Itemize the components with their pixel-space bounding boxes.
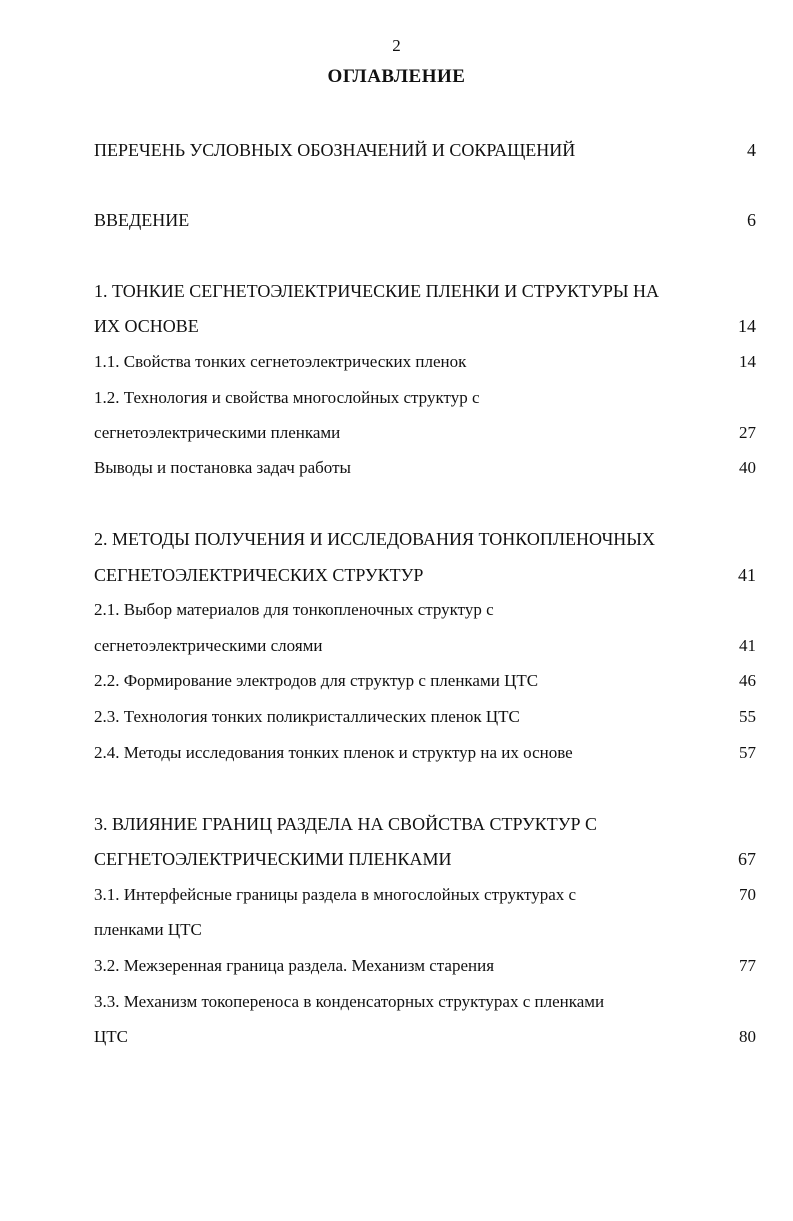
toc-entry-page: 46 <box>739 671 756 690</box>
toc-entry-page: 27 <box>739 423 756 442</box>
toc-entry-introduction <box>94 206 756 234</box>
toc-entry-text: 3.1. Интерфейсные границы раздела в многослойных структурах с <box>94 885 577 904</box>
toc-entry-section-1-1 <box>94 348 756 376</box>
toc-entry-chapter-3-line-2 <box>94 845 756 873</box>
toc-entry-section-3-1-line-1 <box>94 881 756 909</box>
toc-entry-page: 14 <box>738 316 756 336</box>
toc-entry-section-2-1-line-2 <box>94 632 756 660</box>
toc-entry-page: 4 <box>747 140 756 160</box>
toc-entry-text: 2.2. Формирование электродов для структур с пленками ЦТС <box>94 671 539 690</box>
toc-entry-text: 2.1. Выбор материалов для тонкопленочных структур с <box>94 600 494 619</box>
toc-entry-page: 57 <box>739 743 756 762</box>
toc-entry-text: 2. МЕТОДЫ ПОЛУЧЕНИЯ И ИССЛЕДОВАНИЯ ТОНКОПЛЕНОЧНЫХ <box>94 529 655 549</box>
page-number: 2 <box>392 36 401 55</box>
toc-entry-text: 1. ТОНКИЕ СЕГНЕТОЭЛЕКТРИЧЕСКИЕ ПЛЕНКИ И СТРУКТУРЫ НА <box>94 281 660 301</box>
toc-entry-text: СЕГНЕТОЭЛЕКТРИЧЕСКИМИ ПЛЕНКАМИ <box>94 849 452 869</box>
toc-entry-text: ЦТС <box>94 1027 128 1046</box>
toc-entry-page: 41 <box>738 565 756 585</box>
toc-entry-chapter-1-line-2 <box>94 312 756 340</box>
toc-entry-section-2-4 <box>94 739 756 767</box>
toc-entry-section-3-1-line-2 <box>94 916 756 944</box>
toc-entry-chapter-2-line-1 <box>94 525 756 553</box>
toc-entry-abbreviations <box>94 136 756 164</box>
toc-entry-section-2-2 <box>94 667 756 695</box>
toc-entry-section-3-2 <box>94 952 756 980</box>
toc-entry-text: 3.2. Межзеренная граница раздела. Механизм старения <box>94 956 495 975</box>
toc-entry-text: ПЕРЕЧЕНЬ УСЛОВНЫХ ОБОЗНАЧЕНИЙ И СОКРАЩЕНИЙ <box>94 140 576 160</box>
toc-entry-text: Выводы и постановка задач работы <box>94 458 351 477</box>
toc-entry-text: СЕГНЕТОЭЛЕКТРИЧЕСКИХ СТРУКТУР <box>94 565 424 585</box>
toc-entry-page: 80 <box>739 1027 756 1046</box>
toc-entry-page: 14 <box>739 352 756 371</box>
toc-entry-section-3-3-line-1 <box>94 988 756 1016</box>
toc-entry-text: 1.1. Свойства тонких сегнетоэлектрических пленок <box>94 352 467 371</box>
toc-entry-conclusions-1 <box>94 454 756 482</box>
toc-entry-section-2-3 <box>94 703 756 731</box>
toc-entry-page: 6 <box>747 210 756 230</box>
toc-entry-chapter-1-line-1 <box>94 277 756 305</box>
toc-entry-text: 1.2. Технология и свойства многослойных структур с <box>94 388 480 407</box>
toc-entry-page: 40 <box>739 458 756 477</box>
toc-title: ОГЛАВЛЕНИЕ <box>327 66 466 87</box>
toc-entry-text: 2.4. Методы исследования тонких пленок и структур на их основе <box>94 743 573 762</box>
toc-entry-text: пленками ЦТС <box>94 920 202 939</box>
toc-entry-page: 77 <box>739 956 756 975</box>
toc-entry-chapter-2-line-2 <box>94 561 756 589</box>
toc-entry-text: сегнетоэлектрическими слоями <box>94 636 323 655</box>
toc-entry-text: сегнетоэлектрическими пленками <box>94 423 341 442</box>
toc-entry-section-2-1-line-1 <box>94 596 756 624</box>
toc-entry-text: 3. ВЛИЯНИЕ ГРАНИЦ РАЗДЕЛА НА СВОЙСТВА СТРУКТУР С <box>94 814 598 834</box>
toc-entry-page: 70 <box>739 885 756 904</box>
toc-entry-text: 2.3. Технология тонких поликристаллических пленок ЦТС <box>94 707 520 726</box>
toc-entry-page: 41 <box>739 636 756 655</box>
toc-entry-text: 3.3. Механизм токопереноса в конденсаторных структурах с пленками <box>94 992 605 1011</box>
toc-entry-section-1-2-line-1 <box>94 384 756 412</box>
toc-entry-page: 67 <box>738 849 756 869</box>
toc-entry-section-3-3-line-2 <box>94 1023 756 1051</box>
toc-entry-text: ИХ ОСНОВЕ <box>94 316 199 336</box>
toc-entry-text: ВВЕДЕНИЕ <box>94 210 190 230</box>
toc-entry-page: 55 <box>739 707 756 726</box>
toc-entry-section-1-2-line-2 <box>94 419 756 447</box>
toc-entry-chapter-3-line-1 <box>94 810 756 838</box>
